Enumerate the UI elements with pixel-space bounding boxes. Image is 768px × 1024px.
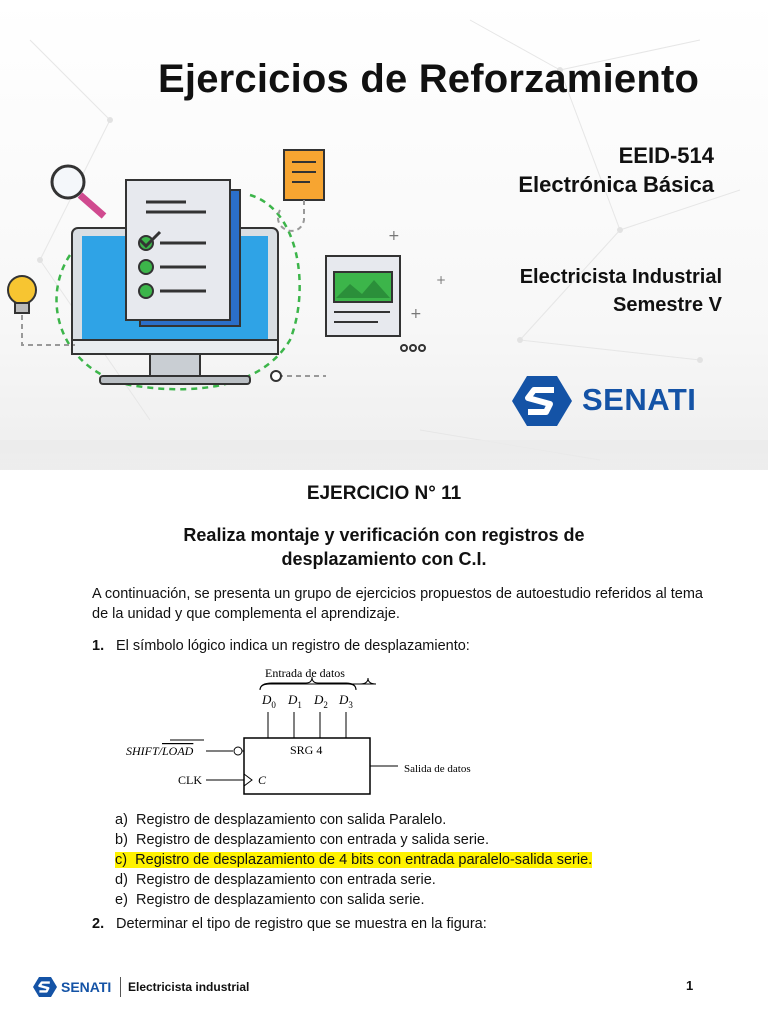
question-1-options [115,810,592,910]
output-label: Salida de datos [404,763,471,775]
course-code: EEID-514 [618,143,714,168]
option-e[interactable]: e) Registro de desplazamiento con salida serie. [115,892,425,908]
illustration-computer-checklist [0,140,470,400]
option-b[interactable]: b) Registro de desplazamiento con entrada y salida serie. [115,832,490,848]
exercise-title: EJERCICIO N° 11 [306,483,462,504]
input-d2: $D_2$ [314,692,328,710]
question-1-number: 1. [92,638,105,654]
question-2-text: Determinar el tipo de registro que se muestra en la figura: [116,916,487,932]
clk-label: CLK [178,773,202,787]
senati-logo-icon [512,376,572,426]
diagram-data-in-label: Entrada de datos [265,666,345,680]
svg-text:+: + [410,306,422,322]
option-d[interactable]: d) Registro de desplazamiento con entrada serie. [115,872,436,888]
c-label: C [258,773,267,787]
shift-load-label: SHIFT/LOAD [126,744,194,758]
page-footer [0,972,768,1002]
footer-label: Electricista industrial [128,980,250,994]
input-d0: $D_0$ [262,692,276,710]
svg-text:+: + [388,228,400,244]
exercise-subtitle [0,523,768,571]
question-2-number: 2. [92,916,105,932]
input-d1: $D_1$ [288,692,302,710]
question-1 [92,638,470,654]
footer-separator [120,977,121,997]
clock-edge-symbol [244,774,252,786]
shift-register-diagram [120,660,500,810]
option-c-highlight: c) Registro de desplazamiento de 4 bits con entrada paralelo-salida serie. [115,852,593,868]
inversion-bubble [234,747,242,755]
srg-block-label: SRG 4 [290,743,323,757]
question-1-text: El símbolo lógico indica un registro de desplazamiento: [116,638,470,654]
exercise-subtitle-line2: desplazamiento con C.I. [281,549,487,569]
program-name: Electricista Industrial [519,266,722,288]
document-title: Ejercicios de Reforzamiento [158,57,700,101]
footer-senati-logo-icon [33,977,57,997]
exercise-subtitle-line1: Realiza montaje y verificación con registros de [183,525,585,545]
page-number: 1 [686,978,694,993]
hero-banner [0,0,768,470]
question-2 [92,916,487,932]
semester-label: Semestre V [613,294,722,316]
course-name: Electrónica Básica [518,172,714,197]
input-d3: $D_3$ [339,692,353,710]
svg-text:+: + [436,273,447,287]
hero-fade [0,440,768,470]
option-c[interactable] [115,850,592,870]
intro-paragraph: A continuación, se presenta un grupo de ejercicios propuestos de autoestudio referidos al tema de la unidad y que complementa el aprendizaje. [92,586,703,622]
senati-brand-text: SENATI [582,382,697,417]
option-a[interactable]: a) Registro de desplazamiento con salida Paralelo. [115,812,447,828]
footer-brand: SENATI [61,979,112,995]
